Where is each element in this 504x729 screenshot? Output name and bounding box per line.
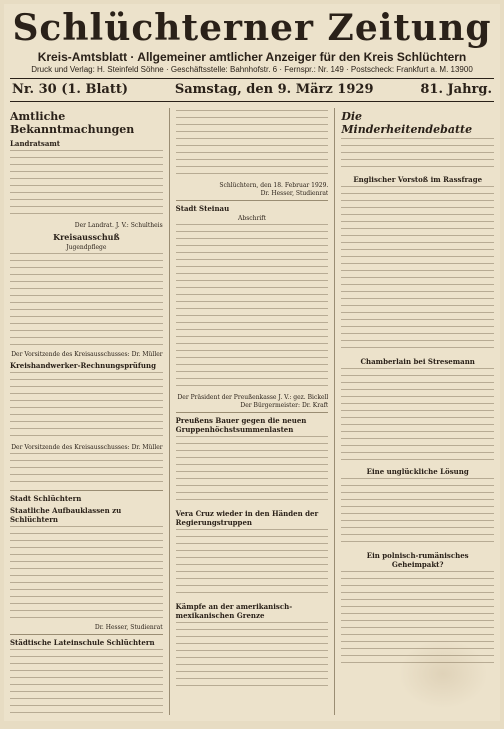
issue-date: Samstag, den 9. März 1929 xyxy=(174,82,374,97)
subheading-steinau: Stadt Steinau xyxy=(175,204,230,213)
subheading-kreisausschuss: Kreisausschuß xyxy=(53,232,120,242)
headline-vera-cruz: Vera Cruz wieder in den Händen der Regierungstruppen xyxy=(175,509,319,527)
subheading-stadt: Stadt Schlüchtern xyxy=(10,494,82,503)
column-middle xyxy=(169,108,329,715)
text-block xyxy=(10,453,163,487)
subheading-geheimpakt: Ein polnisch-rumänisches Geheimpakt? xyxy=(366,551,469,569)
dateline-schluechtern: Schlüchtern, den 18. Februar 1929. xyxy=(219,182,329,189)
text-block xyxy=(176,529,329,599)
text-block xyxy=(341,478,494,548)
masthead-title: Schlüchterner Zeitung xyxy=(12,7,492,49)
separator xyxy=(10,634,163,635)
issue-number: Nr. 30 (1. Blatt) xyxy=(12,82,128,97)
subheading-chamberlain: Chamberlain bei Stresemann xyxy=(360,357,475,366)
text-block xyxy=(341,138,494,172)
text-block xyxy=(176,322,329,392)
headline-preussens-bauer: Preußens Bauer gegen die neuen Gruppenhöchstsummenlasten xyxy=(175,416,307,434)
headline-minderheitendebatte: Die Minderheitendebatte xyxy=(341,110,473,136)
separator xyxy=(176,412,329,413)
column-right xyxy=(334,108,494,715)
label-abschrift: Abschrift xyxy=(238,215,266,222)
edition-label: (1. Blatt) xyxy=(61,82,128,97)
text-block xyxy=(341,186,494,282)
subheading-unglueckliche-loesung: Eine unglückliche Lösung xyxy=(366,467,469,476)
headline-grenzkaempfe: Kämpfe an der amerikanisch-mexikanischen Grenze xyxy=(175,602,293,620)
text-block xyxy=(10,372,163,442)
signature-vorsitzender-2: Der Vorsitzende des Kreisausschusses: Dr. Müller xyxy=(11,444,163,451)
text-block xyxy=(10,649,163,715)
signature-studienrat: Dr. Hesser, Studienrat xyxy=(94,624,163,631)
subheading-englischer-vorstoss: Englischer Vorstoß im Rassfrage xyxy=(353,175,483,184)
column-left xyxy=(10,108,163,715)
subheading-lateinschule: Städtische Lateinschule Schlüchtern xyxy=(10,638,155,647)
paper-stain xyxy=(398,639,488,709)
text-block xyxy=(176,622,329,692)
masthead-rule xyxy=(10,78,494,79)
subheading-aufbauklassen: Staatliche Aufbauklassen zu Schlüchtern xyxy=(10,506,122,524)
dateline xyxy=(4,81,500,99)
separator xyxy=(10,490,163,491)
signature-buergermeister: Der Bürgermeister: Dr. Kraft xyxy=(240,402,329,409)
volume-year: 81. Jahrg. xyxy=(420,82,492,97)
separator xyxy=(176,200,329,201)
text-block xyxy=(10,526,163,622)
text-block xyxy=(341,284,494,354)
signature-landrat: Der Landrat. J. V.: Schultheis xyxy=(74,222,163,229)
text-block xyxy=(10,253,163,349)
text-block xyxy=(10,150,163,220)
text-block xyxy=(176,110,329,180)
article-columns xyxy=(10,108,494,715)
masthead-subtitle: Kreis-Amtsblatt · Allgemeiner amtlicher Anzeiger für den Kreis Schlüchtern xyxy=(37,50,467,64)
masthead-publisher: Druck und Verlag: H. Steinfeld Söhne · Geschäftsstelle: Bahnhofstr. 6 · Fernspr.: Nr. 149 · Postscheck: Frankfurt a. M. 13900 xyxy=(31,65,473,74)
text-block xyxy=(176,436,329,506)
subheading-rechnungspruefung: Kreishandwerker-Rechnungsprüfung xyxy=(10,361,156,370)
signature-studienrat: Dr. Hesser, Studienrat xyxy=(260,190,329,197)
signature-vorsitzender: Der Vorsitzende des Kreisausschusses: Dr. Müller xyxy=(11,351,163,358)
signature-preussenkasse: Der Präsident der Preußenkasse J. V.: gez. Bickell xyxy=(177,394,329,401)
text-block xyxy=(341,368,494,464)
dateline-rule xyxy=(10,101,494,102)
text-block xyxy=(176,224,329,320)
subheading-jugendpflege: Jugendpflege xyxy=(66,244,107,251)
newspaper-page xyxy=(4,4,500,721)
section-heading-official: Amtliche Bekanntmachungen xyxy=(10,110,135,136)
subheading-landratsamt: Landratsamt xyxy=(10,139,61,148)
